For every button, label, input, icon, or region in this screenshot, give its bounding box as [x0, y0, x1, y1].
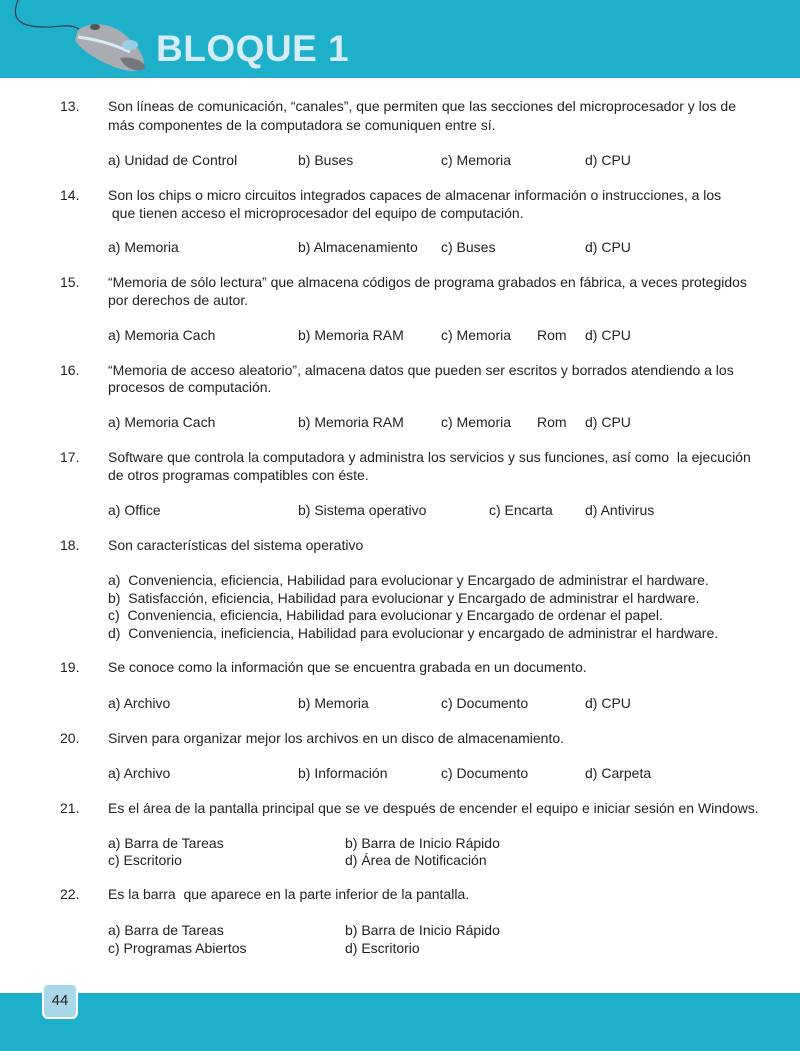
question-text: Son líneas de comunicación, “canales”, que permiten que las secciones del microprocesador y los de [108, 98, 737, 114]
answer-option: b) Satisfacción, eficiencia, Habilidad para evolucionar y Encargado de administrar el hardware. [108, 590, 700, 606]
answer-option: a) Office [108, 502, 161, 518]
question-number: 14. [60, 187, 80, 203]
answer-option: b) Almacenamiento [298, 239, 418, 255]
answer-option: Rom [537, 327, 567, 343]
answer-option: d) Carpeta [585, 765, 652, 781]
question-text: de otros programas compatibles con éste. [108, 467, 369, 483]
question-number: 16. [60, 362, 80, 378]
question-text: más componentes de la computadora se comuniquen entre sí. [108, 117, 496, 133]
answer-option: d) Antivirus [585, 502, 655, 518]
answer-option: b) Información [298, 765, 388, 781]
answer-option: b) Sistema operativo [298, 502, 427, 518]
footer-band [0, 993, 800, 1051]
question-text: Se conoce como la información que se encuentra grabada en un documento. [108, 659, 587, 675]
question-text: Son los chips o micro circuitos integrados capaces de almacenar información o instrucciones, a los [108, 187, 722, 203]
question-text: “Memoria de acceso aleatorio”, almacena datos que pueden ser escritos y borrados atendiendo a los [108, 362, 734, 378]
answer-option: a) Barra de Tareas [108, 835, 224, 851]
answer-option: b) Barra de Inicio Rápido [345, 835, 500, 851]
question-text: Sirven para organizar mejor los archivos en un disco de almacenamiento. [108, 730, 565, 746]
answer-option: d) CPU [585, 239, 631, 255]
question-text: Es la barra que aparece en la parte inferior de la pantalla. [108, 886, 470, 902]
answer-option: c) Escritorio [108, 852, 182, 868]
answer-option: Rom [537, 414, 567, 430]
question-text: Software que controla la computadora y administra los servicios y sus funciones, así como la ejecución [108, 449, 751, 465]
answer-option: c) Memoria [441, 414, 512, 430]
question-text: procesos de computación. [108, 379, 272, 395]
question-number: 20. [60, 730, 80, 746]
answer-option: d) CPU [585, 695, 631, 711]
answer-option: a) Archivo [108, 695, 171, 711]
answer-option: c) Buses [441, 239, 496, 255]
question-text: que tienen acceso el microprocesador del equipo de computación. [108, 205, 524, 221]
answer-option: d) Escritorio [345, 940, 420, 956]
answer-option: d) Área de Notificación [345, 852, 487, 868]
answer-option: b) Memoria [298, 695, 369, 711]
header-band [0, 0, 800, 78]
answer-option: d) CPU [585, 327, 631, 343]
answer-option: d) CPU [585, 414, 631, 430]
answer-option: a) Memoria Cach [108, 327, 216, 343]
answer-option: c) Conveniencia, eficiencia, Habilidad para evolucionar y Encargado de ordenar el papel. [108, 607, 663, 623]
answer-option: d) Conveniencia, ineficiencia, Habilidad para evolucionar y encargado de administrar el hardware. [108, 625, 719, 641]
answer-option: c) Encarta [489, 502, 553, 518]
answer-option: a) Memoria [108, 239, 179, 255]
answer-option: a) Memoria Cach [108, 414, 216, 430]
question-text: por derechos de autor. [108, 292, 249, 308]
question-number: 13. [60, 98, 80, 114]
answer-option: b) Buses [298, 152, 354, 168]
question-number: 22. [60, 886, 80, 902]
answer-option: a) Conveniencia, eficiencia, Habilidad para evolucionar y Encargado de administrar el hardware. [108, 572, 709, 588]
question-number: 15. [60, 274, 80, 290]
answer-option: b) Memoria RAM [298, 414, 404, 430]
answer-option: a) Unidad de Control [108, 152, 238, 168]
question-text: Es el área de la pantalla principal que se ve después de encender el equipo e iniciar sesión en Windows. [108, 800, 759, 816]
answer-option: c) Memoria [441, 152, 512, 168]
answer-option: b) Memoria RAM [298, 327, 404, 343]
answer-option: a) Barra de Tareas [108, 922, 224, 938]
question-text: Son características del sistema operativo [108, 537, 364, 553]
question-number: 21. [60, 800, 80, 816]
question-number: 18. [60, 537, 80, 553]
computer-mouse-icon [0, 0, 150, 78]
question-number: 19. [60, 659, 80, 675]
question-text: “Memoria de sólo lectura” que almacena códigos de programa grabados en fábrica, a veces protegidos [108, 274, 747, 290]
question-number: 17. [60, 449, 80, 465]
answer-option: c) Documento [441, 695, 529, 711]
answer-option: a) Archivo [108, 765, 171, 781]
page-title: BLOQUE 1 [156, 28, 350, 69]
answer-option: c) Memoria [441, 327, 512, 343]
page-number: 44 [42, 983, 78, 1019]
answer-option: d) CPU [585, 152, 631, 168]
answer-option: c) Documento [441, 765, 529, 781]
answer-option: b) Barra de Inicio Rápido [345, 922, 500, 938]
answer-option: c) Programas Abiertos [108, 940, 247, 956]
